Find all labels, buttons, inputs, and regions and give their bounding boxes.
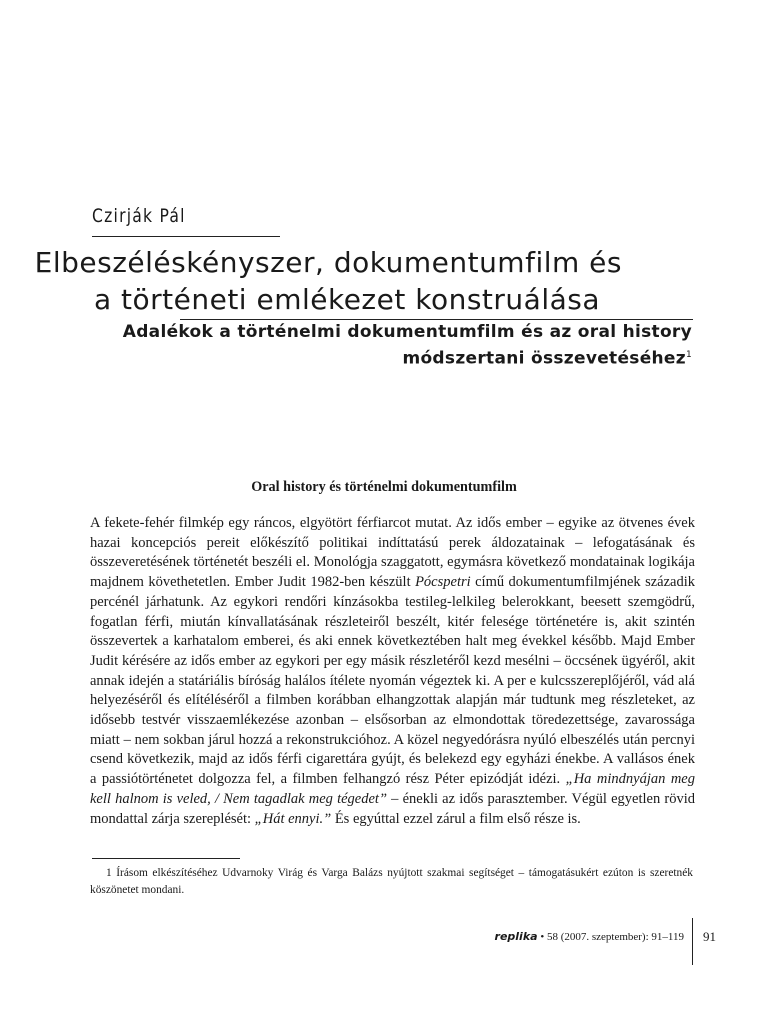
footnote-rule [92,858,240,859]
body-text-part: A fekete-fehér filmkép egy ráncos, elgyötört férfiarcot mutat. Az idős ember – egyike az ötvenes évek hazai koncepciós pereit előkészítő politikai indíttatású perek áldozatainak – lefogatásának és összeveretésének történetét beszéli el. Monológja szaggatott, egymásra következő mondatainak logikája majdnem követhetetlen. Ember Judit 1982-ben készült [90,515,695,591]
song-quote: „Ha mindnyájan meg kell halnom is veled, / Nem tagadlak meg tégedet” [90,771,695,807]
journal-name: replika [494,930,538,943]
body-paragraph [90,514,695,829]
footer-separator: • [540,931,545,943]
author-rule [92,236,280,237]
subtitle-line-2: módszertani összevetéséhez [402,348,686,369]
article-subtitle [123,321,692,371]
title-line-1: Elbeszéléskényszer, dokumentumfilm és [34,246,622,279]
footer-divider [692,918,693,965]
title-line-2: a történeti emlékezet konstruálása [93,283,600,316]
footnote: 1 Írásom elkészítéséhez Udvarnoky Virág és Varga Balázs nyújtott szakmai segítséget – támogatásukért ezúton is szeretnék köszönetet mondani. [90,867,693,896]
body-text-part: – énekli az idős parasztember. Végül egyetlen rövid mondattal zárja szereplését: [90,790,696,827]
footnote-marker[interactable]: 1 [685,350,692,360]
subtitle-line-1: Adalékok a történelmi dokumentumfilm és az oral history [122,322,692,342]
film-title: Pócspetri [415,574,471,591]
closing-quote: „Hát ennyi.” [254,810,332,827]
author-name: Czirják Pál [92,205,186,227]
journal-footer [495,930,684,943]
section-heading: Oral history és történelmi dokumentumfilm [251,479,517,495]
body-text-part: És egyúttal ezzel zárul a film első része is. [331,810,581,827]
page-number: 91 [703,929,716,944]
journal-citation: 58 (2007. szeptember): 91–119 [544,931,684,943]
title-rule [180,319,693,320]
body-text-part: című dokumentumfilmjének századik percénél járhatunk. Az egykori rendőri kínzásokba testileg-lelkileg belerokkant, beesett szemgödrű, fogatlan férfi, miután kínvallatásának részleteiről beszélt, kitér felesége történetére is, akit szintén összevertek a karhatalom emberei, és aki ennek következtében halt meg évekkel később. Majd Ember Judit kérésére az idős ember az egykori per egy másik részletéről kezd mesélni – öccsének ügyéről, akit annak idején a statáriális bíróság halálos ítélete nyomán végeztek ki. A per e kulcsszereplőjéről, vád alá helyezéséről és elítéléséről a filmben korábban elhangzottak alapján már tudtunk meg részleteket, az idősebb testvér visszaemlékezése azonban – elsősorban az elmondottak töredezettsége, zavarossága miatt – nem sokban járul hozzá a rekonstrukcióhoz. A közel negyedórásra nyúló elbeszélés után percnyi csend következik, majd az idős férfi cigarettára gyújt, és belekezd egy egyházi énekbe. A vallásos ének a passiótörténetet dolgozza fel, a filmben felhangzó rész Péter epizódját idézi. [90,574,695,788]
article-title [35,244,622,318]
